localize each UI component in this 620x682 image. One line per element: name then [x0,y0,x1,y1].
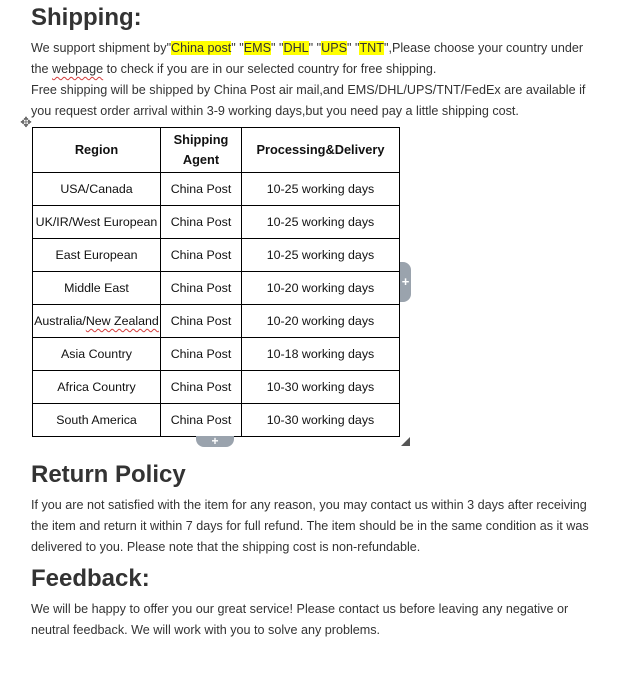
table-row [33,272,400,305]
carrier-separator: " " [347,41,360,55]
cell-region: UK/IR/West European [33,206,161,239]
table-row [33,173,400,206]
cell-delivery: 10-18 working days [242,338,400,371]
table-row [33,371,400,404]
intro-text-end: to check if you are in our selected country for free shipping. [103,62,437,76]
region-prefix: Australia/ [34,314,86,328]
add-row-handle[interactable] [196,436,234,447]
plus-icon: + [211,434,219,448]
cell-region: USA/Canada [33,173,161,206]
cell-agent: China Post [161,338,242,371]
table-row [33,338,400,371]
cell-agent: China Post [161,272,242,305]
cell-region: Africa Country [33,371,161,404]
carrier-ems: EMS [243,41,272,55]
cell-delivery: 10-20 working days [242,305,400,338]
table-row [33,206,400,239]
carrier-separator: " " [308,41,322,55]
table-header-row [33,128,400,173]
return-policy-heading: Return Policy [31,461,186,488]
feedback-heading: Feedback: [31,565,150,592]
resize-corner-icon[interactable] [401,437,410,446]
return-policy-paragraph: If you are not satisfied with the item for any reason, you may contact us within 3 days after receiving the item and return it within 7 days for full refund. The item should be in the same condition as it was delivered to you. Please note that the shipping cost is non-refundable. [31,498,589,554]
cell-delivery: 10-30 working days [242,404,400,437]
carrier-separator: " " [271,41,284,55]
cell-agent: China Post [161,305,242,338]
header-shipping-agent: Shipping Agent [161,128,242,173]
carrier-dhl: DHL [283,41,309,55]
cell-region: East European [33,239,161,272]
add-column-handle[interactable] [400,262,411,302]
table-row [33,404,400,437]
cell-delivery: 10-25 working days [242,173,400,206]
carrier-tnt: TNT [359,41,384,55]
cell-agent: China Post [161,371,242,404]
cell-region [33,305,161,338]
intro-text-start: We support shipment by" [31,41,172,55]
cell-delivery: 10-25 working days [242,206,400,239]
shipping-intro-paragraph [31,38,591,122]
shipping-table [32,127,400,437]
cell-region: South America [33,404,161,437]
header-processing-delivery: Processing&Delivery [242,128,400,173]
cell-region: Asia Country [33,338,161,371]
region-spellcheck-word: New Zealand [85,314,159,328]
move-arrows-icon[interactable]: ✥ [20,114,32,130]
cell-delivery: 10-30 working days [242,371,400,404]
cell-delivery: 10-25 working days [242,239,400,272]
cell-agent: China Post [161,239,242,272]
cell-delivery: 10-20 working days [242,272,400,305]
carrier-ups: UPS [321,41,348,55]
table-row [33,239,400,272]
webpage-word: webpage [52,62,104,76]
shipping-heading: Shipping: [31,4,142,31]
free-shipping-text: Free shipping will be shipped by China Post air mail,and EMS/DHL/UPS/TNT/FedEx are available if you request order arrival within 3-9 working days,but you need pay a little shipping cost. [31,83,586,118]
table-row [33,305,400,338]
cell-agent: China Post [161,206,242,239]
intro-text-middle: ",Please choose your country under the [31,41,584,76]
plus-icon: + [401,274,410,289]
cell-agent: China Post [161,404,242,437]
cell-region: Middle East [33,272,161,305]
cell-agent: China Post [161,173,242,206]
feedback-paragraph: We will be happy to offer you our great service! Please contact us before leaving any negative or neutral feedback. We will work with you to solve any problems. [31,602,569,637]
carrier-china-post: China post [171,41,232,55]
header-region: Region [33,128,161,173]
carrier-separator: " " [231,41,244,55]
